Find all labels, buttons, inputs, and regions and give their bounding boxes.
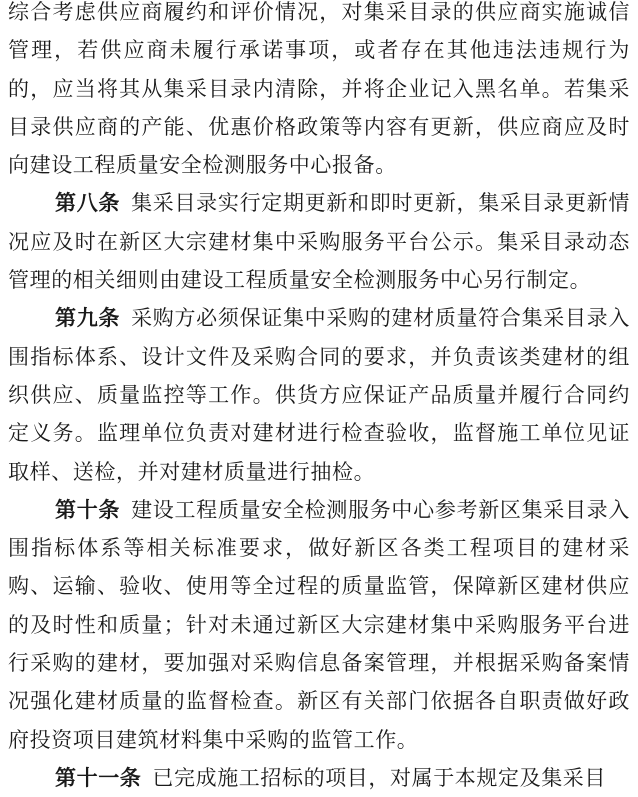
body-paragraph [8, 184, 630, 299]
article-number-heading: 第八条 [55, 191, 121, 216]
paragraph-text: 集采目录实行定期更新和即时更新，集采目录更新情况应及时在新区大宗建材集中采购服务平台公示。集采目录动态管理的相关细则由建设工程质量安全检测服务中心另行制定。 [8, 191, 630, 293]
paragraph-text: 建设工程质量安全检测服务中心参考新区集采目录入围指标体系等相关标准要求，做好新区各类工程项目的建材采购、运输、验收、使用等全过程的质量监管，保障新区建材供应的及时性和质量；针对未通过新区大宗建材集中采购服务平台进行采购的建材，要加强对采购信息备案管理，并根据采购备案情况强化建材质量的监督检查。新区有关部门依据各自职责做好政府投资项目建筑材料集中采购的监管工作。 [8, 497, 630, 752]
document-page [8, 0, 630, 797]
paragraph-text: 采购方必须保证集中采购的建材质量符合集采目录入围指标体系、设计文件及采购合同的要求，并负责该类建材的组织供应、质量监控等工作。供货方应保证产品质量并履行合同约定义务。监理单位负责对建材进行检查验收，监督施工单位见证取样、送检，并对建材质量进行抽检。 [8, 306, 630, 484]
article-number-heading: 第十条 [55, 497, 121, 522]
article-number-heading: 第九条 [55, 306, 121, 331]
article-number-heading: 第十一条 [55, 765, 142, 790]
body-paragraph [8, 299, 630, 490]
body-paragraph [8, 759, 630, 797]
paragraph-text: 已完成施工招标的项目，对属于本规定及集采目 [152, 765, 607, 790]
paragraph-text: 综合考虑供应商履约和评价情况，对集采目录的供应商实施诚信管理，若供应商未履行承诺事项，或者存在其他违法违规行为的，应当将其从集采目录内清除，并将企业记入黑名单。若集采目录供应商的产能、优惠价格政策等内容有更新，供应商应及时向建设工程质量安全检测服务中心报备。 [8, 0, 630, 178]
body-paragraph [8, 491, 630, 759]
body-paragraph [8, 0, 630, 184]
